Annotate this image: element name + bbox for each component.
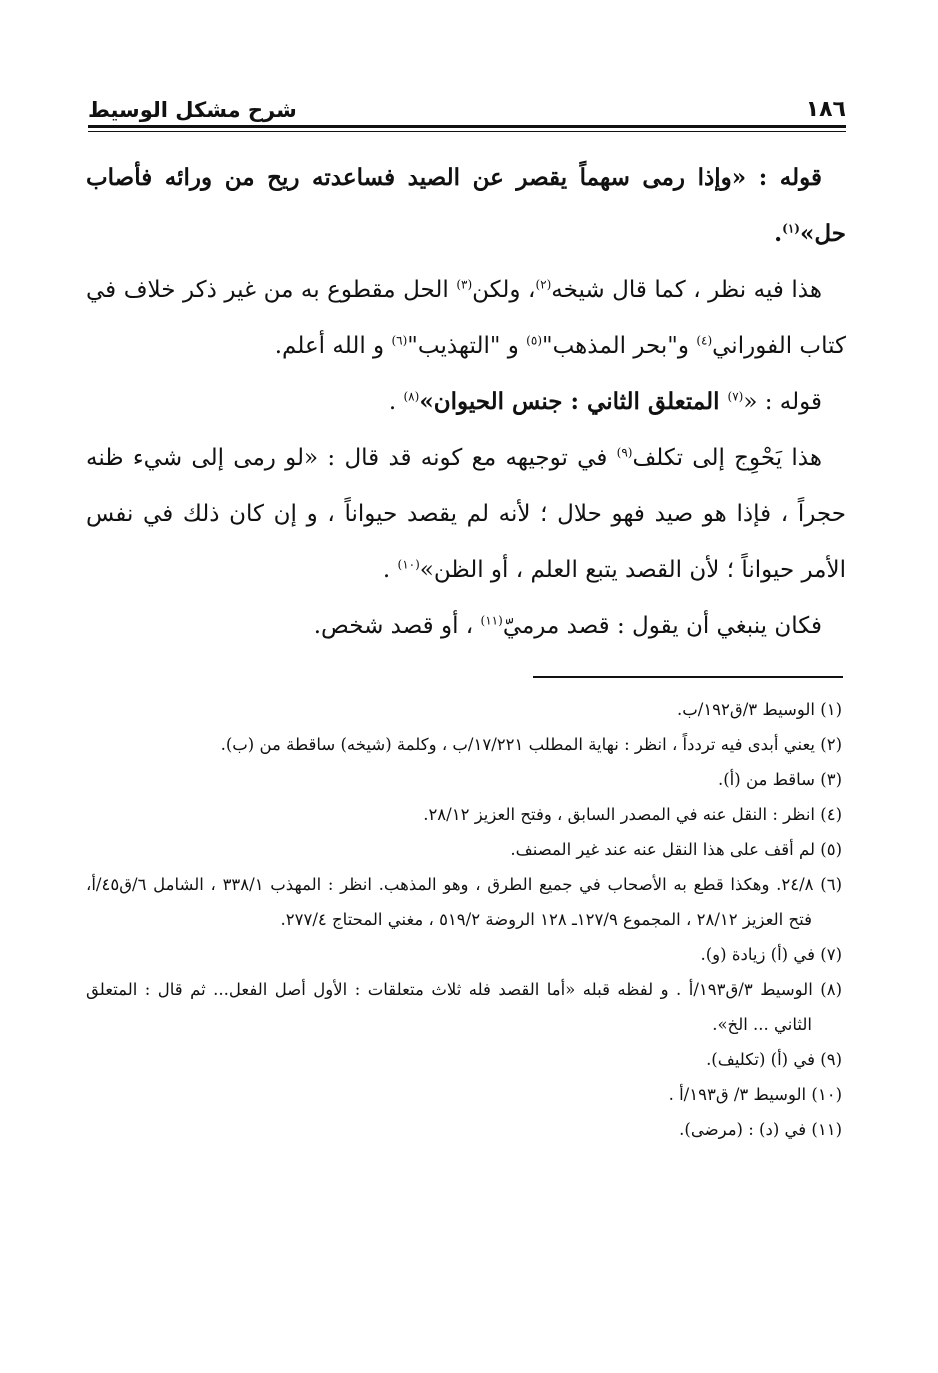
footnote-10: (١٠) الوسيط ٣/ ق١٩٣/أ .: [668, 1085, 842, 1104]
footnote-ref: (٩): [616, 445, 633, 460]
footnote-ref: (٤): [696, 333, 713, 348]
footnote-ref: (٦): [391, 333, 408, 348]
header-rule-thin: [88, 131, 846, 132]
footnote-ref: (١٠): [397, 557, 420, 572]
footnote-6: (٦) ٢٤/٨. وهكذا قطع به الأصحاب في جميع الطرق ، وهو المذهب. انظر : المهذب ٣٣٨/١ ، الشامل ٦/ق٤٥/أ، فتح العزيز ٢٨/١٢ ، المجموع ١٢٧/٩ـ ١٢٨ الروضة ٥١٩/٢ ، مغني المحتاج ٢٧٧/٤.: [86, 875, 842, 929]
footnote-2: (٢) يعني أبدى فيه تردداً ، انظر : نهاية المطلب ١٧/٢٢١/ب ، وكلمة (شيخه) ساقطة من (ب).: [220, 735, 842, 754]
footnote-11: (١١) في (د) : (مرضى).: [679, 1120, 842, 1139]
main-text: [86, 150, 846, 654]
paragraph-3: قوله : «$^{(٧)}$ المتعلق الثاني : جنس الحيوان»$^{(٨)}$ .: [388, 388, 822, 415]
footnote-ref: (٥): [526, 333, 542, 348]
paragraph-5: فكان ينبغي أن يقول : قصد مرميّ$^{(١١)}$ ، أو قصد شخص.: [313, 613, 822, 639]
footnote-ref: (٨): [403, 389, 420, 404]
footnote-5: (٥) لم أقف على هذا النقل عنه عند غير المصنف.: [510, 840, 842, 859]
footnote-ref: (٣): [456, 277, 473, 292]
footnote-7: (٧) في (أ) زيادة (و).: [700, 945, 842, 964]
footnote-separator: [533, 676, 843, 678]
footnote-4: (٤) انظر : النقل عنه في المصدر السابق ، وفتح العزيز ٢٨/١٢.: [423, 805, 842, 824]
footnote-ref: (٧): [727, 389, 744, 404]
paragraph-4: هذا يَحْوِج إلى تكلف$^{(٩)}$ في توجيهه مع كونه قد قال : «لو رمى إلى شيء ظنه حجراً ، فإذا هو صيد فهو حلال ؛ لأنه لم يقصد حيواناً ، و إن كان ذلك في نفس الأمر حيواناً ؛ لأن القصد يتبع العلم ، أو الظن»$^{(١٠)}$ .: [86, 445, 846, 583]
paragraph-2: هذا فيه نظر ، كما قال شيخه$^{(٢)}$، ولكن$^{(٣)}$ الحل مقطوع به من غير ذكر خلاف في كتاب الفوراني$^{(٤)}$ و"بحر المذهب"$^{(٥)}$ و "التهذيب"$^{(٦)}$ و الله أعلم.: [86, 277, 846, 359]
paragraph-1: قوله : «وإذا رمى سهماً يقصر عن الصيد فساعدته ريح من ورائه فأصاب حل»$^{(١)}$.: [86, 164, 846, 247]
page-number: ١٨٦: [805, 97, 846, 122]
footnote-3: (٣) ساقط من (أ).: [718, 770, 842, 789]
footnote-9: (٩) في (أ) (تكليف).: [706, 1050, 842, 1069]
footnote-ref: (٢): [535, 277, 552, 292]
page-header: [88, 92, 846, 128]
header-rule: [88, 125, 846, 128]
footnote-ref: (١١): [480, 613, 503, 628]
footnote-1: (١) الوسيط ٣/ق١٩٢/ب.: [676, 700, 842, 719]
footnote-8: (٨) الوسيط ٣/ق١٩٣/أ . و لفظه قبله «أما القصد فله ثلاث متعلقات : الأول أصل الفعل... ثم قال : المتعلق الثاني ... الخ».: [86, 980, 842, 1034]
book-title: شرح مشكل الوسيط: [88, 98, 297, 122]
footnote-ref: (١): [782, 221, 800, 236]
footnotes: [86, 692, 842, 1147]
